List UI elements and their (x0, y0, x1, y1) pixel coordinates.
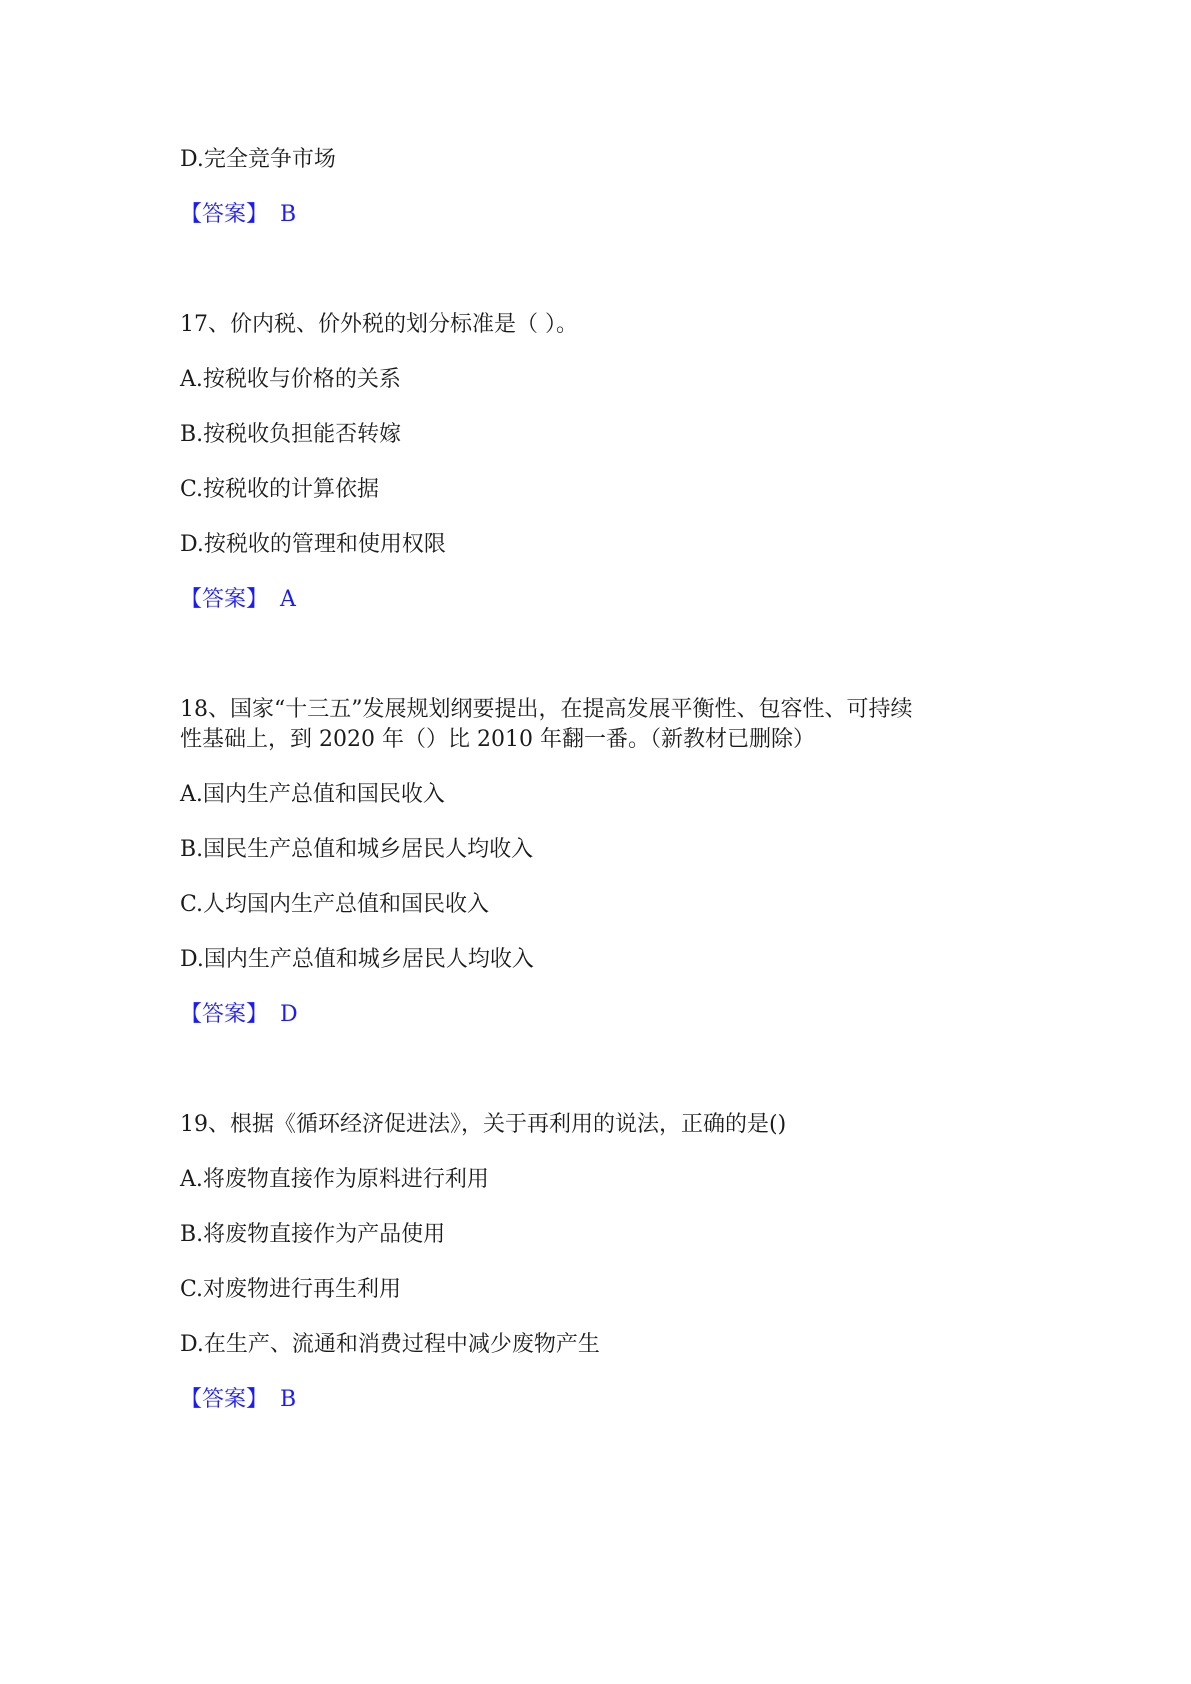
answer-value: A (280, 587, 296, 612)
q18-option-c: C.人均国内生产总值和国民收入 (180, 892, 490, 917)
q19-answer (180, 1385, 296, 1415)
q18-question-line1: 18、国家“十三五”发展规划纲要提出，在提高发展平衡性、包容性、可持续 (180, 697, 913, 722)
answer-label: 【答案】 (180, 587, 269, 612)
q17-answer (180, 585, 296, 615)
q16-answer (180, 200, 296, 230)
answer-value: B (280, 1387, 297, 1412)
q17-option-b: B.按税收负担能否转嫁 (180, 422, 402, 447)
q19-option-c: C.对废物进行再生利用 (180, 1277, 402, 1302)
q19-option-a: A.将废物直接作为原料进行利用 (180, 1167, 489, 1192)
q17-option-d: D.按税收的管理和使用权限 (180, 532, 446, 557)
q18-option-a: A.国内生产总值和国民收入 (180, 782, 445, 807)
answer-label: 【答案】 (180, 1002, 269, 1027)
q18-question-line2: 性基础上，到 2020 年（）比 2010 年翻一番。（新教材已删除） (180, 727, 815, 752)
answer-value: D (280, 1002, 298, 1027)
answer-label: 【答案】 (180, 202, 269, 227)
q19-question: 19、根据《循环经济促进法》，关于再利用的说法，正确的是() (180, 1112, 787, 1137)
answer-value: B (280, 202, 297, 227)
q18-option-d: D.国内生产总值和城乡居民人均收入 (180, 947, 534, 972)
answer-label: 【答案】 (180, 1387, 269, 1412)
q17-question: 17、价内税、价外税的划分标准是（ ）。 (180, 312, 578, 337)
q16-option-d: D.完全竞争市场 (180, 147, 336, 172)
q18-answer (180, 1000, 298, 1030)
q17-option-a: A.按税收与价格的关系 (180, 367, 401, 392)
q19-option-d: D.在生产、流通和消费过程中减少废物产生 (180, 1332, 600, 1357)
q17-option-c: C.按税收的计算依据 (180, 477, 380, 502)
q18-option-b: B.国民生产总值和城乡居民人均收入 (180, 837, 534, 862)
q19-option-b: B.将废物直接作为产品使用 (180, 1222, 446, 1247)
